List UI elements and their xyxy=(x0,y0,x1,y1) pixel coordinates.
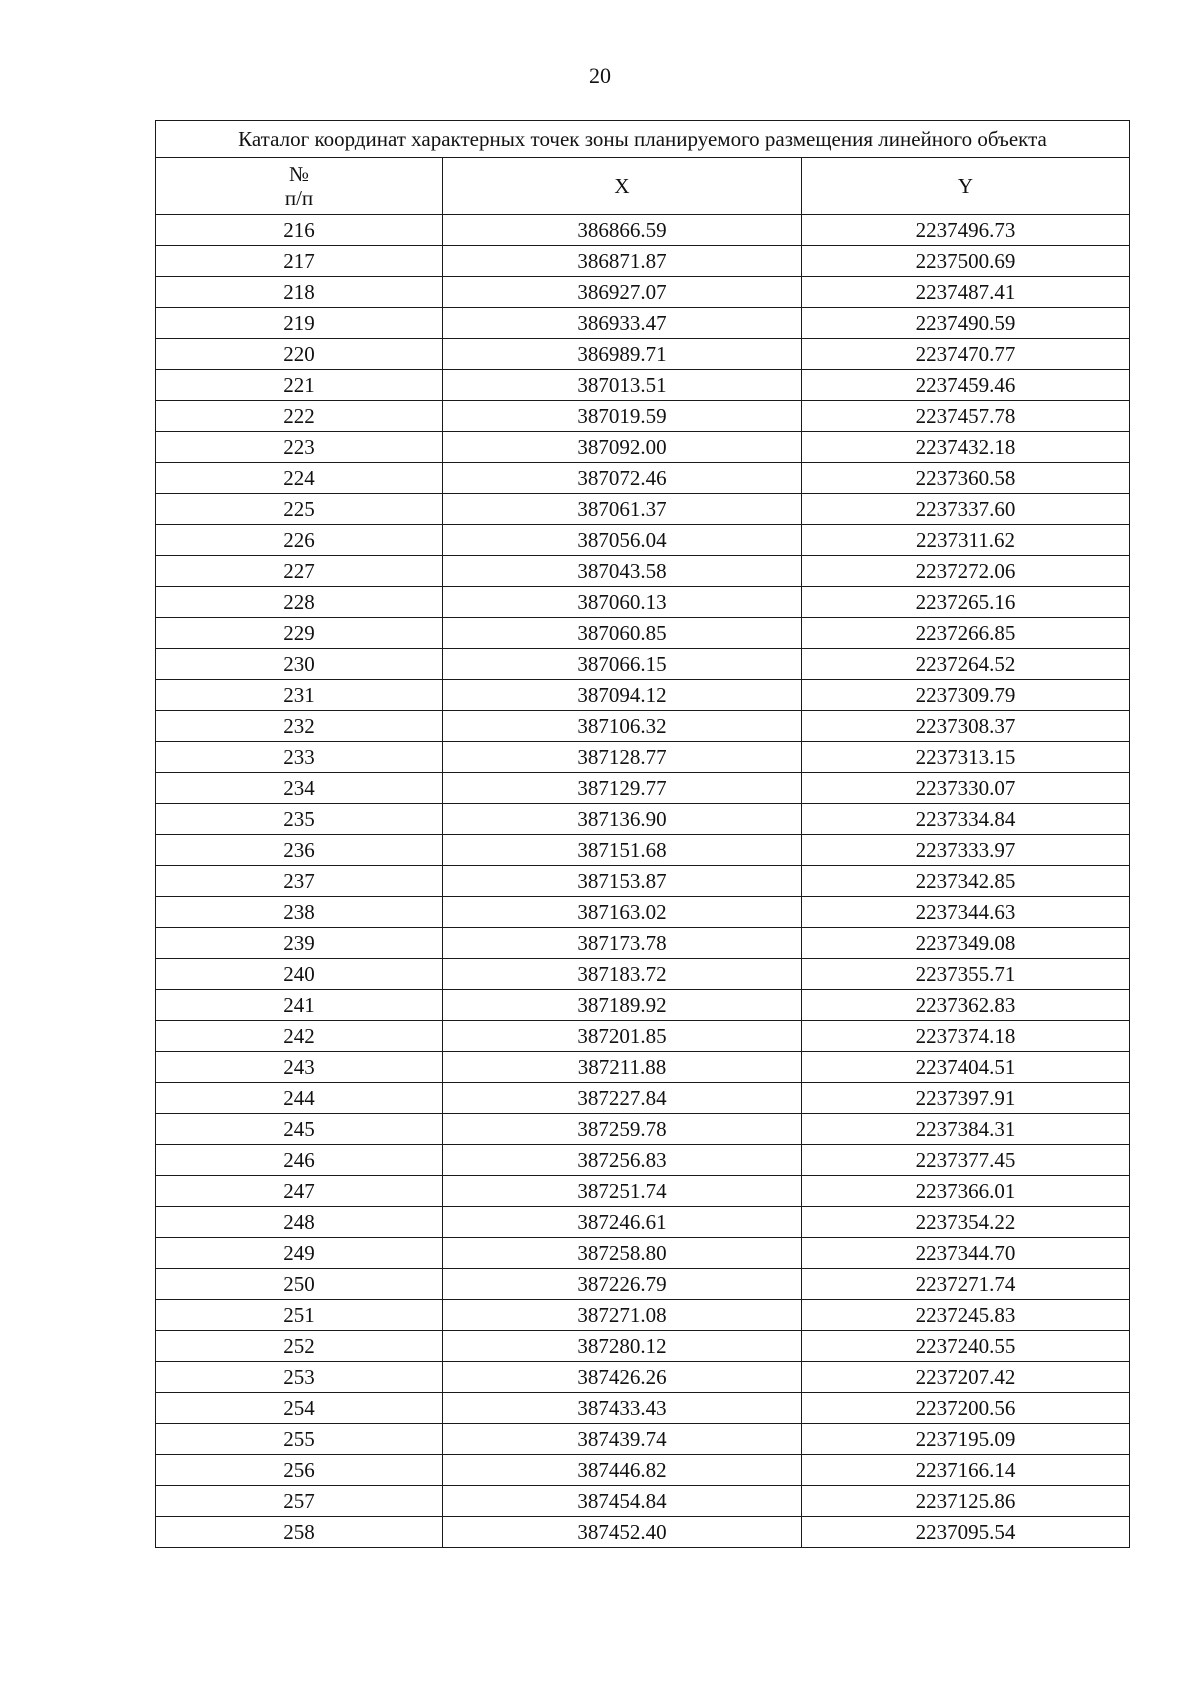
cell-x: 387452.40 xyxy=(443,1517,802,1548)
cell-y: 2237265.16 xyxy=(802,587,1130,618)
cell-point-number: 224 xyxy=(156,463,443,494)
table-row xyxy=(156,494,1130,525)
cell-y: 2237377.45 xyxy=(802,1145,1130,1176)
cell-y: 2237330.07 xyxy=(802,773,1130,804)
cell-y: 2237337.60 xyxy=(802,494,1130,525)
cell-x: 386866.59 xyxy=(443,215,802,246)
table-row xyxy=(156,1238,1130,1269)
page-number: 20 xyxy=(589,63,611,88)
table-row xyxy=(156,1362,1130,1393)
cell-x: 387153.87 xyxy=(443,866,802,897)
cell-x: 387106.32 xyxy=(443,711,802,742)
cell-y: 2237313.15 xyxy=(802,742,1130,773)
table-row xyxy=(156,246,1130,277)
cell-x: 387439.74 xyxy=(443,1424,802,1455)
cell-x: 387433.43 xyxy=(443,1393,802,1424)
cell-point-number: 216 xyxy=(156,215,443,246)
cell-point-number: 245 xyxy=(156,1114,443,1145)
cell-y: 2237496.73 xyxy=(802,215,1130,246)
cell-y: 2237333.97 xyxy=(802,835,1130,866)
table-row xyxy=(156,1052,1130,1083)
table-row xyxy=(156,339,1130,370)
cell-point-number: 235 xyxy=(156,804,443,835)
cell-point-number: 257 xyxy=(156,1486,443,1517)
table-row xyxy=(156,959,1130,990)
cell-x: 387454.84 xyxy=(443,1486,802,1517)
cell-point-number: 225 xyxy=(156,494,443,525)
cell-y: 2237311.62 xyxy=(802,525,1130,556)
table-row xyxy=(156,1424,1130,1455)
cell-x: 386927.07 xyxy=(443,277,802,308)
cell-y: 2237384.31 xyxy=(802,1114,1130,1145)
cell-point-number: 256 xyxy=(156,1455,443,1486)
table-row xyxy=(156,1393,1130,1424)
cell-point-number: 252 xyxy=(156,1331,443,1362)
cell-y: 2237166.14 xyxy=(802,1455,1130,1486)
cell-x: 387060.85 xyxy=(443,618,802,649)
cell-point-number: 238 xyxy=(156,897,443,928)
cell-point-number: 226 xyxy=(156,525,443,556)
cell-x: 387151.68 xyxy=(443,835,802,866)
cell-x: 387092.00 xyxy=(443,432,802,463)
header-number-abbrev: п/п xyxy=(284,186,314,210)
cell-y: 2237397.91 xyxy=(802,1083,1130,1114)
cell-point-number: 217 xyxy=(156,246,443,277)
cell-y: 2237374.18 xyxy=(802,1021,1130,1052)
cell-point-number: 254 xyxy=(156,1393,443,1424)
table-row xyxy=(156,804,1130,835)
cell-x: 387072.46 xyxy=(443,463,802,494)
table-row xyxy=(156,649,1130,680)
cell-point-number: 220 xyxy=(156,339,443,370)
cell-y: 2237308.37 xyxy=(802,711,1130,742)
cell-point-number: 232 xyxy=(156,711,443,742)
cell-x: 387280.12 xyxy=(443,1331,802,1362)
table-row xyxy=(156,1455,1130,1486)
cell-y: 2237366.01 xyxy=(802,1176,1130,1207)
cell-y: 2237500.69 xyxy=(802,246,1130,277)
cell-point-number: 222 xyxy=(156,401,443,432)
cell-y: 2237266.85 xyxy=(802,618,1130,649)
table-row xyxy=(156,1331,1130,1362)
cell-x: 387426.26 xyxy=(443,1362,802,1393)
cell-x: 387259.78 xyxy=(443,1114,802,1145)
table-row xyxy=(156,1083,1130,1114)
table-row xyxy=(156,1021,1130,1052)
table-row xyxy=(156,1300,1130,1331)
cell-x: 386871.87 xyxy=(443,246,802,277)
cell-point-number: 243 xyxy=(156,1052,443,1083)
cell-y: 2237487.41 xyxy=(802,277,1130,308)
coordinates-table xyxy=(155,120,1130,1548)
cell-point-number: 223 xyxy=(156,432,443,463)
table-row xyxy=(156,556,1130,587)
table-row xyxy=(156,928,1130,959)
cell-point-number: 250 xyxy=(156,1269,443,1300)
cell-y: 2237200.56 xyxy=(802,1393,1130,1424)
cell-y: 2237344.70 xyxy=(802,1238,1130,1269)
cell-y: 2237125.86 xyxy=(802,1486,1130,1517)
cell-point-number: 237 xyxy=(156,866,443,897)
cell-y: 2237309.79 xyxy=(802,680,1130,711)
table-caption: Каталог координат характерных точек зоны планируемого размещения линейного объекта xyxy=(156,121,1130,158)
cell-point-number: 249 xyxy=(156,1238,443,1269)
cell-x: 386933.47 xyxy=(443,308,802,339)
cell-x: 387271.08 xyxy=(443,1300,802,1331)
cell-point-number: 219 xyxy=(156,308,443,339)
cell-point-number: 242 xyxy=(156,1021,443,1052)
table-row xyxy=(156,680,1130,711)
table-caption-row xyxy=(156,121,1130,158)
cell-x: 387061.37 xyxy=(443,494,802,525)
table-header-row xyxy=(156,158,1130,215)
cell-x: 387136.90 xyxy=(443,804,802,835)
table-row xyxy=(156,401,1130,432)
cell-x: 387129.77 xyxy=(443,773,802,804)
cell-x: 387251.74 xyxy=(443,1176,802,1207)
cell-x: 387128.77 xyxy=(443,742,802,773)
cell-point-number: 248 xyxy=(156,1207,443,1238)
table-row xyxy=(156,1114,1130,1145)
cell-y: 2237195.09 xyxy=(802,1424,1130,1455)
table-row xyxy=(156,308,1130,339)
table-row xyxy=(156,618,1130,649)
table-row xyxy=(156,1517,1130,1548)
cell-point-number: 227 xyxy=(156,556,443,587)
cell-y: 2237432.18 xyxy=(802,432,1130,463)
cell-y: 2237095.54 xyxy=(802,1517,1130,1548)
cell-point-number: 244 xyxy=(156,1083,443,1114)
header-y: Y xyxy=(802,158,1130,215)
table-row xyxy=(156,463,1130,494)
table-row xyxy=(156,277,1130,308)
table-row xyxy=(156,370,1130,401)
cell-x: 387226.79 xyxy=(443,1269,802,1300)
cell-x: 387043.58 xyxy=(443,556,802,587)
cell-x: 387183.72 xyxy=(443,959,802,990)
cell-y: 2237245.83 xyxy=(802,1300,1130,1331)
table-row xyxy=(156,742,1130,773)
cell-y: 2237490.59 xyxy=(802,308,1130,339)
table-row xyxy=(156,1207,1130,1238)
cell-point-number: 251 xyxy=(156,1300,443,1331)
table-row xyxy=(156,587,1130,618)
cell-x: 387258.80 xyxy=(443,1238,802,1269)
table-row xyxy=(156,432,1130,463)
table-row xyxy=(156,866,1130,897)
cell-y: 2237457.78 xyxy=(802,401,1130,432)
table-row xyxy=(156,215,1130,246)
cell-point-number: 258 xyxy=(156,1517,443,1548)
table-row xyxy=(156,1486,1130,1517)
cell-point-number: 229 xyxy=(156,618,443,649)
table-row xyxy=(156,835,1130,866)
cell-point-number: 236 xyxy=(156,835,443,866)
header-number xyxy=(156,158,443,215)
cell-x: 387094.12 xyxy=(443,680,802,711)
cell-x: 387201.85 xyxy=(443,1021,802,1052)
cell-x: 387189.92 xyxy=(443,990,802,1021)
cell-y: 2237334.84 xyxy=(802,804,1130,835)
cell-y: 2237240.55 xyxy=(802,1331,1130,1362)
table-row xyxy=(156,773,1130,804)
cell-y: 2237342.85 xyxy=(802,866,1130,897)
cell-x: 387173.78 xyxy=(443,928,802,959)
cell-point-number: 240 xyxy=(156,959,443,990)
table-row xyxy=(156,711,1130,742)
cell-point-number: 246 xyxy=(156,1145,443,1176)
table-row xyxy=(156,897,1130,928)
table-row xyxy=(156,1269,1130,1300)
cell-x: 387211.88 xyxy=(443,1052,802,1083)
cell-point-number: 255 xyxy=(156,1424,443,1455)
cell-y: 2237344.63 xyxy=(802,897,1130,928)
cell-x: 387446.82 xyxy=(443,1455,802,1486)
cell-x: 387066.15 xyxy=(443,649,802,680)
cell-point-number: 253 xyxy=(156,1362,443,1393)
cell-y: 2237360.58 xyxy=(802,463,1130,494)
cell-x: 387013.51 xyxy=(443,370,802,401)
cell-point-number: 233 xyxy=(156,742,443,773)
cell-x: 387246.61 xyxy=(443,1207,802,1238)
cell-x: 387019.59 xyxy=(443,401,802,432)
cell-y: 2237207.42 xyxy=(802,1362,1130,1393)
cell-x: 387227.84 xyxy=(443,1083,802,1114)
cell-x: 387163.02 xyxy=(443,897,802,928)
header-number-sign: № xyxy=(288,162,310,186)
table-row xyxy=(156,1145,1130,1176)
cell-point-number: 228 xyxy=(156,587,443,618)
cell-y: 2237349.08 xyxy=(802,928,1130,959)
header-x: X xyxy=(443,158,802,215)
cell-point-number: 239 xyxy=(156,928,443,959)
cell-point-number: 241 xyxy=(156,990,443,1021)
cell-x: 387060.13 xyxy=(443,587,802,618)
table-body xyxy=(156,215,1130,1548)
cell-y: 2237404.51 xyxy=(802,1052,1130,1083)
cell-point-number: 221 xyxy=(156,370,443,401)
cell-y: 2237271.74 xyxy=(802,1269,1130,1300)
cell-y: 2237459.46 xyxy=(802,370,1130,401)
cell-point-number: 234 xyxy=(156,773,443,804)
cell-y: 2237362.83 xyxy=(802,990,1130,1021)
cell-x: 387056.04 xyxy=(443,525,802,556)
cell-y: 2237470.77 xyxy=(802,339,1130,370)
table-row xyxy=(156,990,1130,1021)
table-row xyxy=(156,1176,1130,1207)
cell-point-number: 230 xyxy=(156,649,443,680)
cell-y: 2237264.52 xyxy=(802,649,1130,680)
cell-point-number: 231 xyxy=(156,680,443,711)
cell-x: 386989.71 xyxy=(443,339,802,370)
cell-x: 387256.83 xyxy=(443,1145,802,1176)
cell-point-number: 218 xyxy=(156,277,443,308)
table-row xyxy=(156,525,1130,556)
cell-y: 2237272.06 xyxy=(802,556,1130,587)
cell-y: 2237355.71 xyxy=(802,959,1130,990)
cell-y: 2237354.22 xyxy=(802,1207,1130,1238)
cell-point-number: 247 xyxy=(156,1176,443,1207)
